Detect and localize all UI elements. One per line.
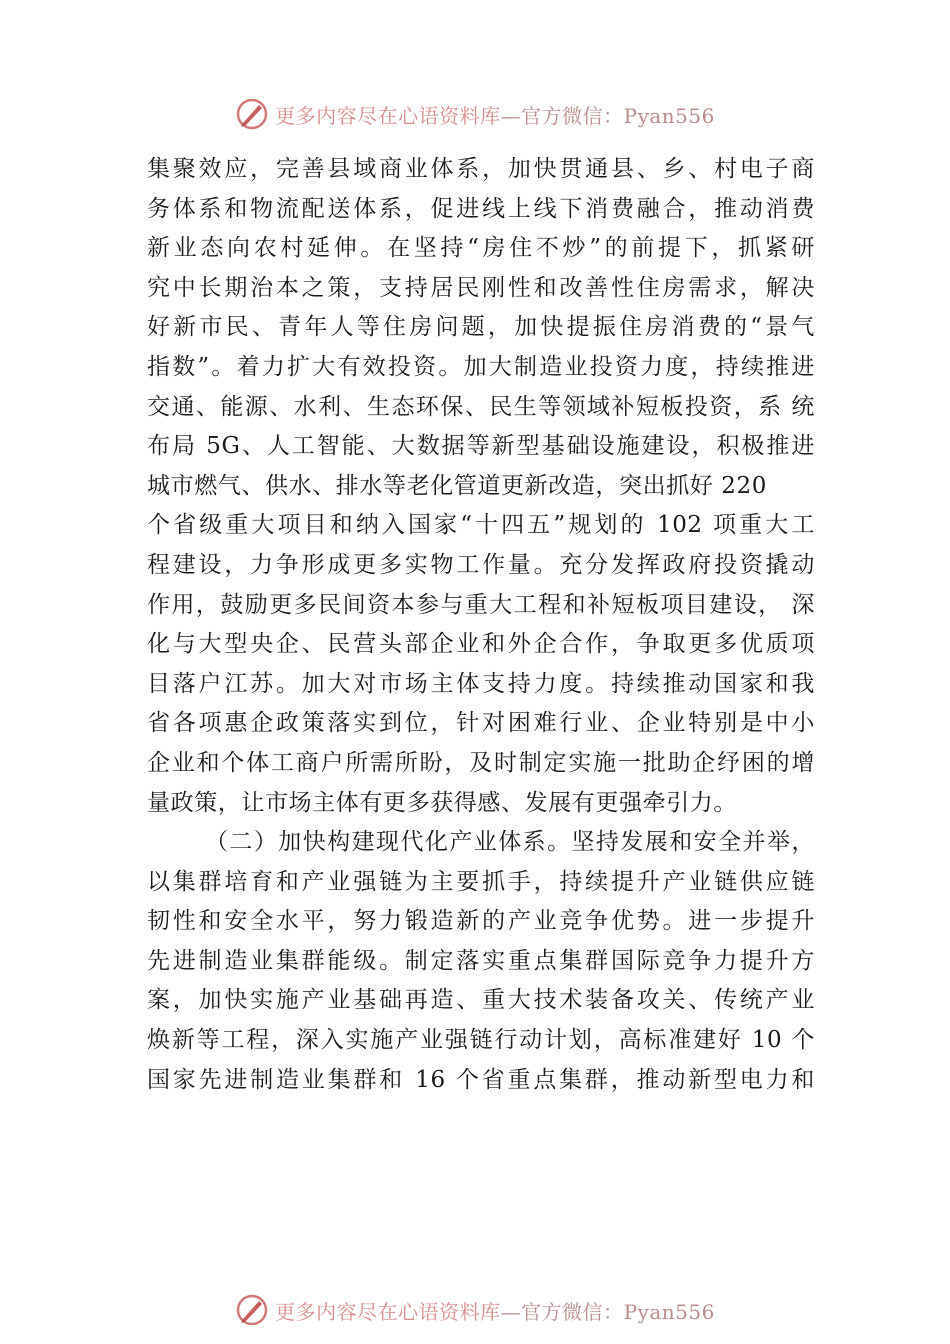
body-line: 焕新等工程，深入实施产业强链行动计划，高标准建好 10 个 (147, 1027, 815, 1054)
body-line: 程建设，力争形成更多实物工作量。充分发挥政府投资撬动 (147, 551, 815, 578)
body-line: 省各项惠企政策落实到位，针对困难行业、企业特别是中小 (147, 710, 815, 737)
body-line: 新业态向农村延伸。在坚持“房住不炒”的前提下，抓紧研 (147, 235, 815, 262)
body-line: 化与大型央企、民营头部企业和外企合作，争取更多优质项 (147, 631, 815, 658)
pen-circle-logo-icon (235, 1293, 269, 1327)
section-heading-line: （二）加快构建现代化产业体系。坚持发展和安全并举， (205, 829, 815, 856)
body-line: 目落户江苏。加大对市场主体支持力度。持续推动国家和我 (147, 670, 815, 697)
document-body (147, 150, 815, 1100)
body-line: 务体系和物流配送体系，促进线上线下消费融合，推动消费 (147, 195, 815, 222)
header-text-tail: —官方微信：Pyan556 (500, 103, 715, 128)
body-line: 作用，鼓励更多民间资本参与重大工程和补短板项目建设， 深 (147, 591, 815, 618)
pen-circle-logo-icon (235, 97, 269, 131)
footer-banner (0, 1290, 950, 1330)
body-line: 案，加快实施产业基础再造、重大技术装备攻关、传统产业 (147, 987, 815, 1014)
body-line: 好新市民、青年人等住房问题，加快提振住房消费的“景气 (147, 314, 815, 341)
body-line: 交通、能源、水利、生态环保、民生等领域补短板投资，系 统 (147, 393, 815, 420)
body-line: 集聚效应，完善县域商业体系，加快贯通县、乡、村电子商 (147, 156, 815, 182)
header-banner (0, 94, 950, 134)
body-line: 指数”。着力扩大有效投资。加大制造业投资力度，持续推进 (147, 353, 815, 380)
body-line: 布局 5G、人工智能、大数据等新型基础设施建设，积极推进 (147, 433, 815, 460)
body-line: 究中长期治本之策，支持居民刚性和改善性住房需求，解决 (147, 274, 815, 301)
body-line: 先进制造业集群能级。制定落实重点集群国际竞争力提升方 (147, 947, 815, 974)
footer-text-main: 更多内容尽在心语资料库 (275, 1299, 501, 1324)
header-text-main: 更多内容尽在心语资料库 (275, 103, 501, 128)
body-line: 城市燃气、供水、排水等老化管道更新改造，突出抓好 220 (147, 472, 768, 499)
body-line: 国家先进制造业集群和 16 个省重点集群，推动新型电力和 (147, 1066, 815, 1093)
body-line: 企业和个体工商户所需所盼，及时制定实施一批助企纾困的增 (147, 749, 815, 776)
body-line: 量政策，让市场主体有更多获得感、发展有更强牵引力。 (147, 789, 737, 816)
header-text (275, 100, 715, 129)
footer-text-tail: —官方微信：Pyan556 (500, 1299, 715, 1324)
body-line: 韧性和安全水平，努力锻造新的产业竞争优势。进一步提升 (147, 908, 815, 935)
body-line: 个省级重大项目和纳入国家“十四五”规划的 102 项重大工 (147, 512, 815, 539)
footer-text (275, 1296, 715, 1325)
body-line: 以集群培育和产业强链为主要抓手，持续提升产业链供应链 (147, 868, 815, 895)
